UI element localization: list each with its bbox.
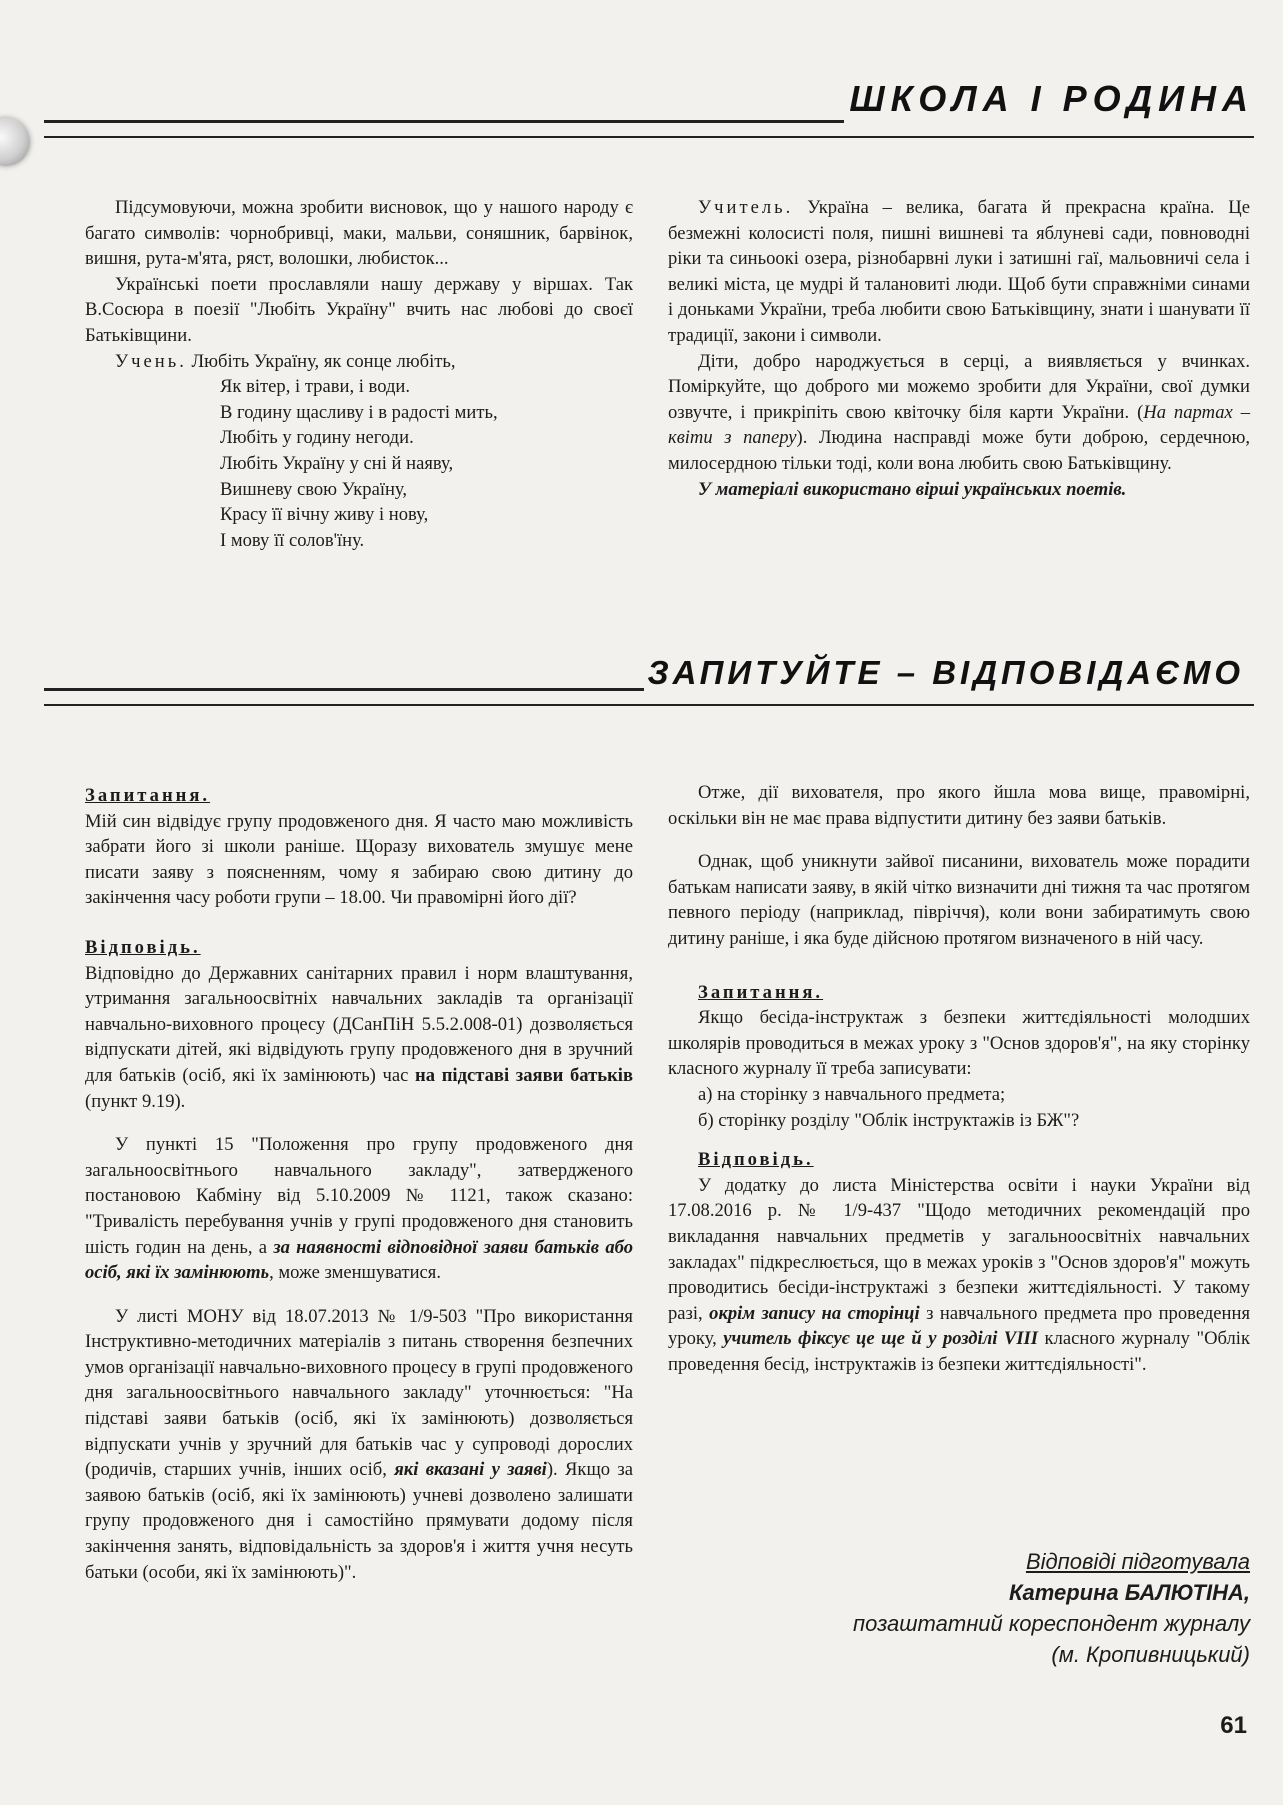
paragraph: Однак, щоб уникнути зайвої писанини, вихователь може порадити батькам написати заяву, в якій чітко визначити дні тижня та час протягом певного періоду (наприклад, півріччя), коли вони забиратимуть свою дитину раніше, і яка буде дійсною протягом визначеного в ній часу.: [668, 851, 1250, 949]
header-title: ШКОЛА І РОДИНА: [849, 78, 1254, 119]
poem-line: Як вітер, і трави, і води.: [220, 376, 411, 398]
poem-line: Красу її вічну живу і нову,: [220, 504, 429, 526]
paragraph: Українські поети прославляли нашу державу у віршах. Так В.Сосюра в поезії "Любіть Україну" вчить нас любові до своєї Батьківщини.: [85, 273, 633, 346]
answer-paragraph: У листі МОНУ від 18.07.2013 № 1/9-503 "Про використання Інструктивно-методичних матеріалів з питань створення безпечних умов організації навчально-виховного процесу в групі продовженого дня загальноосвітнього навчального закладу" уточнюється: "На підставі заяви батьків (осіб, які їх замінюють) дозволяється відпускати учнів у зручний для батьків час у супроводі дорослих (родичів, старших учнів, інших осіб, які вказані у заяві). Якщо за заявою батьків (осіб, які їх замінюють) учневі дозволено залишати групу продовженого дня і самостійно прямувати додому після закінчення занять, відповідальність за здоров'я і життя учня несуть батьки (особи, які їх замінюють)".: [85, 1305, 634, 1583]
author-city: (м. Кропивницький): [1051, 1642, 1250, 1667]
speaker: Учень.: [115, 350, 187, 372]
poem-line: Учень. Любіть Україну, як сонце любіть,: [115, 350, 456, 372]
section-rule: [44, 688, 644, 691]
signature-line: Відповіді підготувала: [1025, 1549, 1250, 1574]
answer-label: Відповідь.: [85, 936, 201, 958]
section-title: ЗАПИТУЙТЕ – ВІДПОВІДАЄМО: [647, 654, 1244, 691]
poem-line: Любіть Україну у сні й наяву,: [220, 452, 454, 474]
question-label: Запитання.: [85, 785, 211, 806]
poem-line: Любіть у годину негоди.: [220, 427, 414, 449]
author-name: Катерина БАЛЮТІНА,: [1008, 1580, 1250, 1605]
paragraph: Підсумовуючи, можна зробити висновок, що у нашого народу є багато символів: чорнобривці, маки, мальви, соняшник, барвінок, вишня, рута-м'ята, ряст, волошки, любисток...: [85, 197, 633, 270]
section-header: [44, 650, 1254, 710]
poem-line: В годину щасливу і в радості мить,: [220, 401, 498, 423]
left-column-qa: [85, 783, 633, 1585]
option-a: а) на сторінку з навчального предмета;: [698, 1083, 1006, 1105]
source-note: У матеріалі використано вірші українських поетів.: [698, 478, 1127, 500]
signature: [853, 1546, 1250, 1670]
left-column-top: [85, 195, 633, 553]
answer-paragraph: У пункті 15 "Положення про групу продовженого дня загальноосвітнього навчального закладу", затвердженого постановою Кабміну від 5.10.2009 № 1121, також сказано: "Тривалість перебування учнів у групі продовженого дня становить шість годин на день, а за наявності відповідної заяви батьків або осіб, які їх замінюють, може зменшуватися.: [85, 1134, 633, 1284]
answer-label: Відповідь.: [698, 1149, 814, 1171]
speaker: Учитель.: [698, 197, 794, 218]
header-rule-bottom: [44, 136, 1254, 138]
poem-line: Вишневу свою Україну,: [220, 478, 408, 500]
page-header: [44, 78, 1254, 148]
poem: [85, 349, 633, 554]
poem-line: І мову її солов'їну.: [220, 529, 365, 551]
page-number: 61: [1220, 1712, 1247, 1739]
author-role: позаштатний кореспондент журналу: [852, 1611, 1250, 1636]
option-b: б) сторінку розділу "Облік інструктажів із БЖ"?: [698, 1109, 1080, 1131]
right-column-qa: [668, 780, 1250, 1377]
answer-paragraph: У додатку до листа Міністерства освіти і науки України від 17.08.2016 р. № 1/9-437 "Щодо методичних рекомендацій про викладання навчальних предметів у загальноосвітніх навчальних закладах" підкреслюється, що в межах уроків з "Основ здоров'я" можуть проводитись бесіди-інструктажі з безпеки життєдіяльності. У такому разі, окрім запису на сторінці з навчального предмета про проведення уроку, учитель фіксує це ще й у розділі VIII класного журналу "Облік проведення бесід, інструктажів із безпеки життєдіяльності".: [668, 1174, 1250, 1375]
paragraph: Учитель. Україна – велика, багата й прекрасна країна. Це безмежні колосисті поля, пишні вишневі та яблуневі сади, повноводні ріки та синьоокі озера, різнобарвні луки і затишні гаї, мальовничі села і великі міста, це мудрі й талановиті люди. Щоб бути справжніми синами і доньками України, треба любити свою Батьківщину, знати і шанувати її традиції, закони і символи.: [668, 197, 1250, 346]
answer-paragraph: Відповідно до Державних санітарних правил і норм влаштування, утримання загальноосвітніх навчальних закладів та організації навчально-виховного процесу (ДСанПіН 5.5.2.008-01) дозволяється відпускати дітей, які відвідують групу продовженого дня в зручний для батьків (осіб, які їх замінюють) час на підставі заяви батьків (пункт 9.19).: [85, 962, 633, 1112]
question-label: Запитання.: [698, 981, 824, 1003]
question-text: Мій син відвідує групу продовженого дня. Я часто маю можливість забрати його зі школи раніше. Щоразу вихователь змушує мене писати заяву з поясненням, чому я забираю свою дитину до закінчення часу роботи групи – 18.00. Чи правомірні його дії?: [85, 810, 633, 909]
binder-hole: [0, 118, 30, 166]
section-rule-bottom: [44, 704, 1254, 706]
right-column-top: [668, 195, 1250, 502]
paragraph: Отже, дії вихователя, про якого йшла мова вище, правомірні, оскільки він не має права відпустити дитину без заяви батьків.: [668, 782, 1250, 829]
question-text: Якщо бесіда-інструктаж з безпеки життєдіяльності молодших школярів проводиться в межах уроку з "Основ здоров'я", на яку сторінку класного журналу її треба записувати:: [668, 1007, 1250, 1080]
header-rule: [44, 120, 844, 123]
paragraph: Діти, добро народжується в серці, а виявляється у вчинках. Поміркуйте, що доброго ми можемо зробити для України, свої думки озвучте, і прикріпіть свою квіточку біля карти України. (На партах – квіти з паперу). Людина насправді може бути доброю, сердечною, милосердною тільки тоді, коли вона любить свою Батьківщину.: [668, 350, 1250, 474]
